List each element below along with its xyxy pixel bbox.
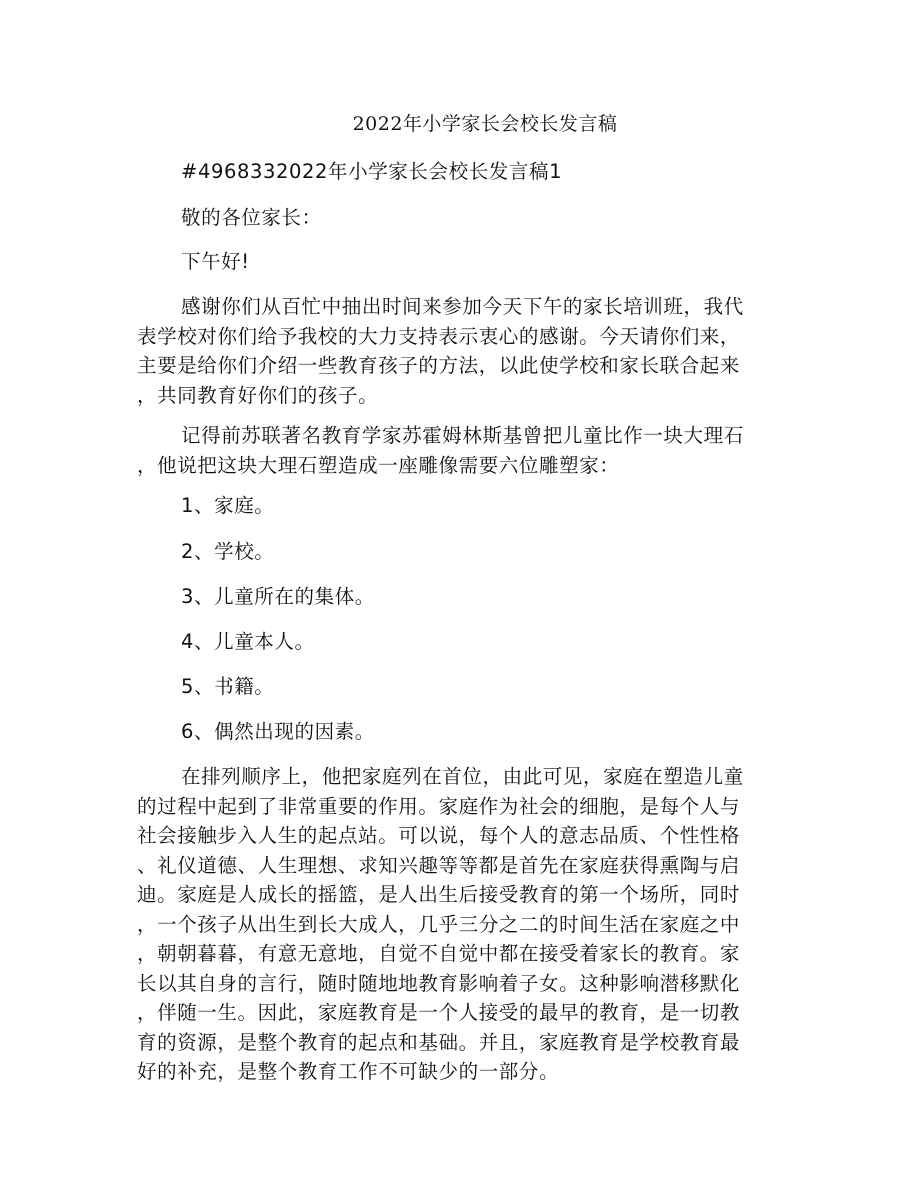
paragraph-line: ，朝朝暮暮，有意无意地，自觉不自觉中都在接受着家长的教育。家	[137, 942, 741, 965]
paragraph-line: 感谢你们从百忙中抽出时间来参加今天下午的家长培训班，我代	[181, 295, 744, 318]
intro-paragraph	[137, 292, 787, 410]
document-title: 2022年小学家长会校长发言稿	[352, 113, 618, 135]
list-item	[137, 537, 787, 567]
paragraph-line: 迪。家庭是人成长的摇篮，是人出生后接受教育的第一个场所，同时	[137, 883, 741, 906]
paragraph-line: 长以其自身的言行，随时随地地教育影响着子女。这种影响潜移默化	[137, 971, 741, 995]
list-item	[137, 491, 787, 521]
paragraph-line: 的过程中起到了非常重要的作用。家庭作为社会的细胞，是每个人与	[137, 794, 741, 818]
greeting-paragraph	[137, 203, 787, 233]
document-subtitle	[137, 157, 787, 187]
paragraph-line: 好的补充，是整个教育工作不可缺少的一部分。	[137, 1060, 560, 1083]
paragraph-line: 、礼仪道德、人生理想、求知兴趣等等都是首先在家庭获得熏陶与启	[137, 853, 741, 877]
body-paragraph	[137, 762, 787, 1087]
paragraph-line: ，一个孩子从出生到长大成人，几乎三分之二的时间生活在家庭之中	[137, 912, 741, 936]
list-item	[137, 717, 787, 747]
paragraph-line: 表学校对你们给予我校的大力支持表示衷心的感谢。今天请你们来，	[137, 324, 741, 348]
list-item-text: 3、儿童所在的集体。	[181, 585, 375, 608]
list-item	[137, 582, 787, 612]
salutation-line: 下午好!	[181, 250, 250, 273]
paragraph-line: ，共同教育好你们的孩子。	[137, 383, 379, 407]
list-item-text: 4、儿童本人。	[181, 630, 315, 653]
paragraph-line: 主要是给你们介绍一些教育孩子的方法，以此使学校和家长联合起来	[137, 354, 741, 377]
list-item-text: 1、家庭。	[181, 494, 275, 517]
paragraph-line: 育的资源，是整个教育的起点和基础。并且，家庭教育是学校教育最	[137, 1030, 741, 1054]
paragraph-line: 社会接触步入人生的起点站。可以说，每个人的意志品质、个性性格	[137, 824, 741, 847]
list-item	[137, 672, 787, 702]
paragraph-line: 记得前苏联著名教育学家苏霍姆林斯基曾把儿童比作一块大理石	[181, 424, 744, 447]
subtitle-line: #4968332022年小学家长会校长发言稿1	[181, 160, 563, 183]
paragraph-line: 在排列顺序上，他把家庭列在首位，由此可见，家庭在塑造儿童	[181, 765, 744, 788]
greeting-line: 敬的各位家长：	[181, 206, 322, 229]
list-item-text: 6、偶然出现的因素。	[181, 720, 375, 743]
list-item	[137, 627, 787, 657]
paragraph-line: ，伴随一生。因此，家庭教育是一个人接受的最早的教育，是一切教	[137, 1001, 741, 1024]
list-item-text: 2、学校。	[181, 540, 275, 563]
paragraph-line: ，他说把这块大理石塑造成一座雕像需要六位雕塑家：	[137, 453, 620, 477]
quote-paragraph	[137, 421, 787, 480]
list-item-text: 5、书籍。	[181, 675, 275, 698]
salutation-paragraph	[137, 247, 787, 277]
